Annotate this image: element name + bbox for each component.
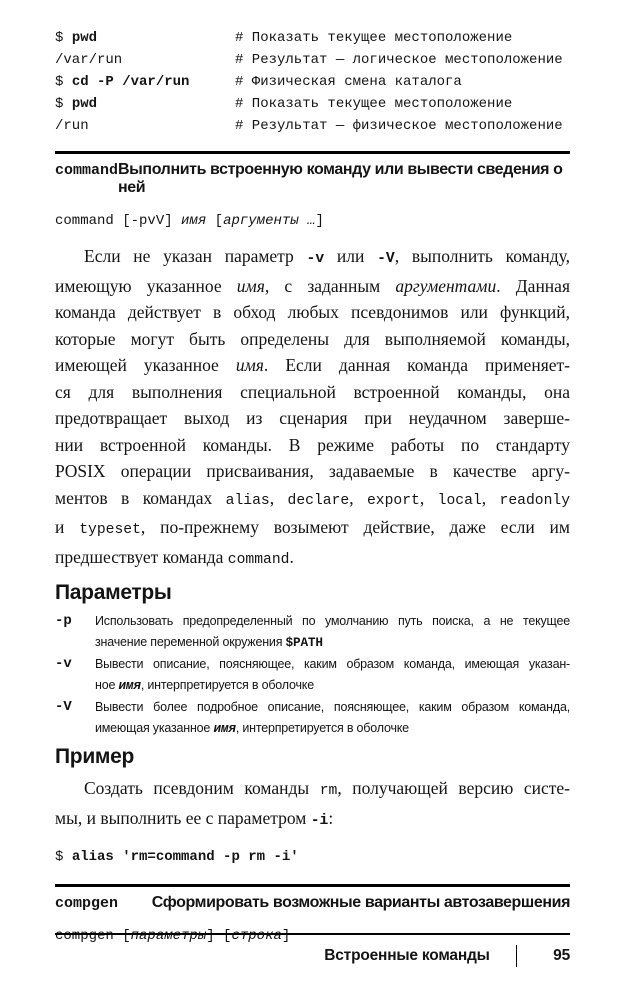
text-line: предотвращает выход из сценария при неудачном заверше- [55, 408, 570, 428]
text-line: Вывести более подробное описание, поясняющее, каким образом команда, [95, 700, 570, 714]
text-line: ментов в командах alias, declare, export, local, readonly [55, 487, 571, 509]
text-line: мы, и выполнить ее с параметром -i: [55, 807, 334, 829]
code-line [55, 27, 570, 49]
text-line: которые могут быть определены для выполняемой команды, [55, 328, 570, 349]
text-line: и typeset, по-прежнему возымеют действие, даже если им [55, 517, 570, 538]
footer-section-label: Встроенные команды [324, 947, 490, 964]
terminal-code-block [55, 27, 570, 137]
code-line [55, 93, 570, 115]
compgen-syntax-line: compgen [параметры] [строка] [55, 928, 291, 944]
parameters-heading: Параметры [55, 581, 172, 604]
page-footer [55, 933, 570, 967]
text-line: Вывести описание, поясняющее, каким образом команда, имеющая указан- [95, 657, 570, 671]
command-name: compgen [55, 895, 119, 912]
command-name: command [55, 162, 119, 179]
example-heading: Пример [55, 745, 135, 768]
option-flag: -v [55, 656, 72, 672]
text-line: имеющей указанное имя. Если данная команда применяет- [55, 355, 570, 375]
option-row [55, 697, 570, 739]
options-list [55, 611, 570, 739]
command-description-paragraph [55, 243, 570, 573]
section-header-command [55, 151, 570, 197]
code-comment: # Показать текущее местоположение [235, 30, 513, 46]
section-title: Сформировать возможные варианты автозавершения [151, 894, 570, 911]
code-comment: # Результат — логическое местоположение [235, 52, 563, 68]
option-flag: -V [55, 699, 72, 715]
text-line: имеющую указанное имя, с заданным аргументами. Данная [55, 275, 570, 296]
code-command: /var/run [55, 52, 123, 68]
text-line: ное имя, интерпретируется в оболочке [95, 678, 314, 693]
text-line: ся для выполнения специальной встроенной команды, она [55, 381, 570, 402]
code-command: $ pwd [55, 30, 98, 46]
option-flag: -p [55, 613, 72, 629]
code-command: /run [55, 118, 89, 134]
option-row [55, 611, 570, 653]
code-line [55, 115, 570, 137]
code-command: $ pwd [55, 96, 98, 112]
text-line: предшествует команда command. [55, 546, 294, 568]
example-code-line: $ alias 'rm=command -p rm -i' [55, 849, 299, 865]
text-line: Если не указан параметр -v или -V, выполнить команду, [84, 246, 570, 267]
text-line: POSIX операции присваивания, задаваемые в качестве аргу- [55, 461, 570, 481]
text-line: команда действует в обход любых псевдонимов или функций, [55, 302, 570, 322]
example-paragraph [55, 775, 570, 834]
command-syntax-line: command [-pvV] имя [аргументы …] [55, 213, 324, 229]
code-command: $ cd -P /var/run [55, 74, 190, 90]
page-number: 95 [553, 947, 570, 964]
code-line [55, 49, 570, 71]
code-comment: # Физическая смена каталога [235, 74, 462, 90]
code-comment: # Показать текущее местоположение [235, 96, 513, 112]
code-comment: # Результат — физическое местоположение [235, 118, 563, 134]
section-title: Выполнить встроенную команду или вывести сведения о ней [118, 161, 563, 196]
option-description [95, 611, 570, 653]
option-description [95, 697, 570, 739]
option-row [55, 654, 570, 696]
footer-divider [516, 945, 518, 967]
section-header-compgen [55, 884, 570, 912]
text-line: нии встроенной команды. В режиме работы по стандарту [55, 434, 570, 455]
code-line [55, 71, 570, 93]
text-line: Использовать предопределенный по умолчанию путь поиска, а не текущее [95, 614, 570, 628]
text-line: значение переменной окружения $PATH [95, 635, 323, 650]
text-line: Создать псевдоним команды rm, получающей версию систе- [84, 778, 570, 799]
option-description [95, 654, 570, 696]
text-line: имеющая указанное имя, интерпретируется в оболочке [95, 721, 409, 736]
